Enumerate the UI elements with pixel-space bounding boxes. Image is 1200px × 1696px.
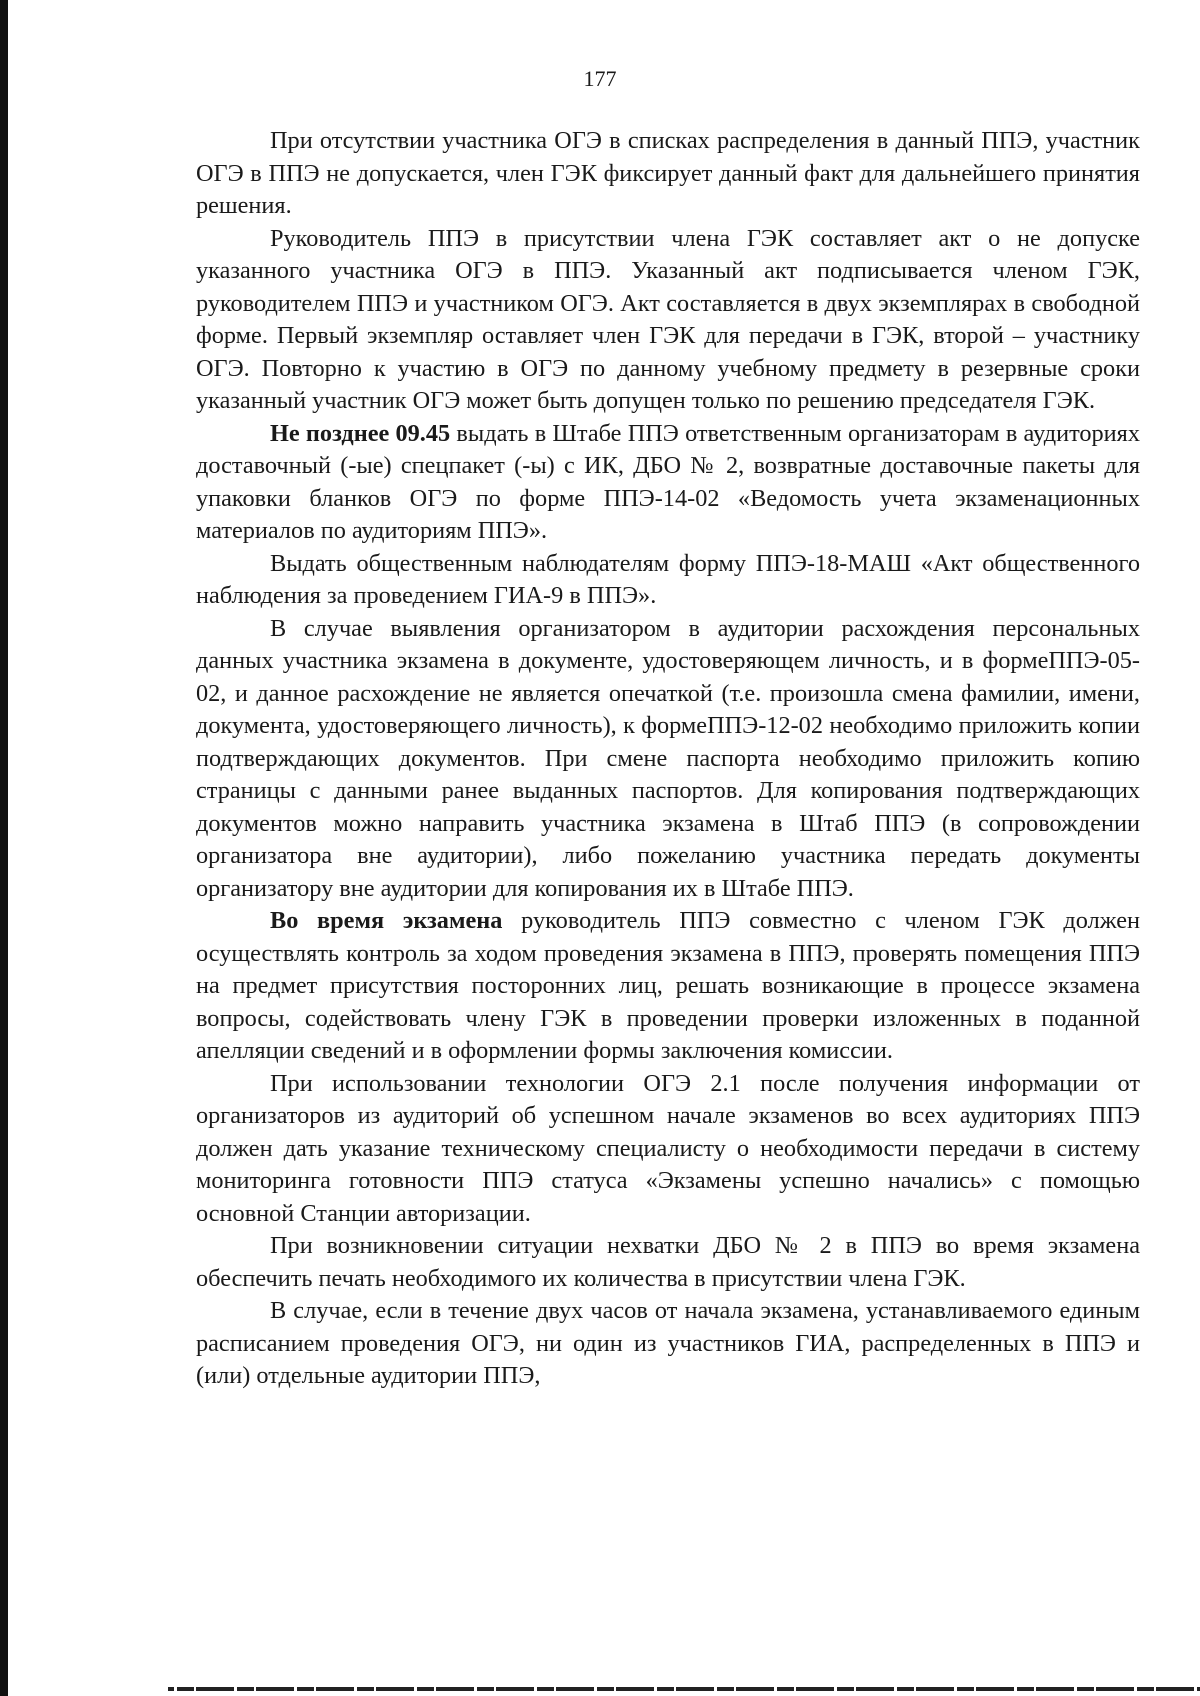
document-body: [196, 125, 1140, 1393]
paragraph-text: При возникновении ситуации нехватки ДБО № 2 в ППЭ во время экзамена обеспечить печать необходимого их количества в присутствии члена ГЭК.: [196, 1232, 1140, 1292]
paragraph-text: Руководитель ППЭ в присутствии члена ГЭК составляет акт о не допуске указанного участника ОГЭ в ППЭ. Указанный акт подписывается членом ГЭК, руководителем ППЭ и участником ОГЭ. Акт составляется в двух экземплярах в свободной форме. Первый экземпляр оставляет член ГЭК для передачи в ГЭК, второй – участнику ОГЭ. Повторно к участию в ОГЭ по данному учебному предмету в резервные сроки указанный участник ОГЭ может быть допущен только по решению председателя ГЭК.: [196, 224, 1140, 414]
paragraph-text: При отсутствии участника ОГЭ в списках распределения в данный ППЭ, участник ОГЭ в ППЭ не допускается, член ГЭК фиксирует данный факт для дальнейшего принятия решения.: [196, 127, 1140, 219]
paragraph-text: Выдать общественным наблюдателям форму ППЭ-18-МАШ «Акт общественного наблюдения за проведением ГИА-9 в ППЭ».: [196, 549, 1140, 609]
paragraph-absent-participant: [196, 125, 1140, 223]
paragraph-two-hours: [196, 1295, 1140, 1393]
paragraph-personal-data-mismatch: [196, 613, 1140, 906]
scan-border-bottom: [168, 1687, 1200, 1691]
paragraph-text: В случае выявления организатором в аудитории расхождения персональных данных участника экзамена в документе, удостоверяющем личность, и в формеППЭ-05-02, и данное расхождение не является опечаткой (т.е. произошла смена фамилии, имени, документа, удостоверяющего личность), к формеППЭ-12-02 необходимо приложить копии подтверждающих документов. При смене паспорта необходимо приложить копию страницы с данными ранее выданных паспортов. Для копирования подтверждающих документов можно направить участника экзамена в Штаб ППЭ (в сопровождении организатора вне аудитории), либо пожеланию участника передать документы организатору вне аудитории для копирования их в Штабе ППЭ.: [196, 614, 1140, 902]
paragraph-non-admission-act: [196, 223, 1140, 418]
paragraph-dbo-shortage: [196, 1230, 1140, 1295]
paragraph-observers-form: [196, 548, 1140, 613]
paragraph-bold-lead: Не позднее 09.45: [270, 419, 451, 447]
paragraph-text: В случае, если в течение двух часов от начала экзамена, устанавливаемого единым расписанием проведения ОГЭ, ни один из участников ГИА, распределенных в ППЭ и (или) отдельные аудитории ППЭ,: [196, 1297, 1140, 1389]
page-number: 177: [583, 66, 617, 91]
paragraph-text: выдать в Штабе ППЭ ответственным организаторам в аудиториях доставочный (-ые) спецпакет (-ы) с ИК, ДБО № 2, возвратные доставочные пакеты для упаковки бланков ОГЭ по форме ППЭ-14-02 «Ведомость учета экзаменационных материалов по аудиториям ППЭ».: [196, 419, 1140, 544]
paragraph-text: руководитель ППЭ совместно с членом ГЭК должен осуществлять контроль за ходом проведения экзамена в ППЭ, проверять помещения ППЭ на предмет присутствия посторонних лиц, решать возникающие в процессе экзамена вопросы, содействовать члену ГЭК в проведении проверки изложенных в поданной апелляции сведений и в оформлении формы заключения комиссии.: [196, 907, 1140, 1064]
paragraph-oge-technology: [196, 1068, 1140, 1231]
paragraph-text: При использовании технологии ОГЭ 2.1 после получения информации от организаторов из аудиторий об успешном начале экзаменов во всех аудиториях ППЭ должен дать указание техническому специалисту о необходимости передачи в систему мониторинга готовности ППЭ статуса «Экзамены успешно начались» с помощью основной Станции авторизации.: [196, 1069, 1140, 1227]
scan-border-left: [0, 0, 8, 1696]
paragraph-deadline-0945: [196, 418, 1140, 548]
paragraph-during-exam: [196, 905, 1140, 1068]
paragraph-bold-lead: Во время экзамена: [270, 907, 503, 934]
